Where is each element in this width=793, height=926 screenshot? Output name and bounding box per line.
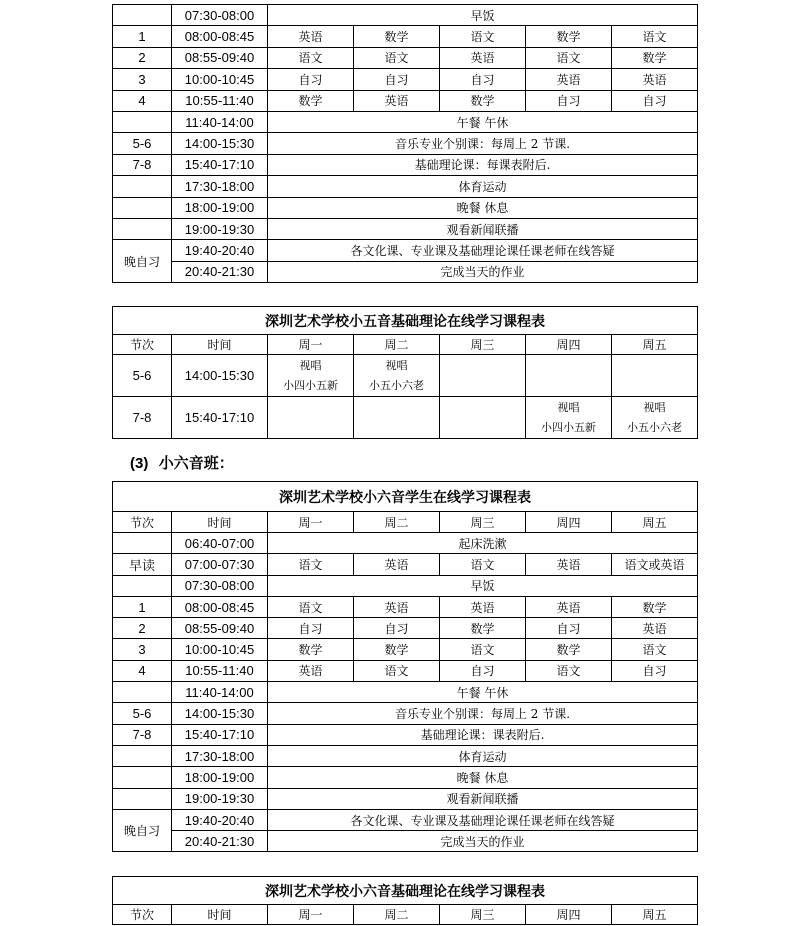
table-row [113, 831, 698, 852]
activity-cell: 体育运动 [268, 176, 698, 197]
table-row [113, 355, 698, 397]
activity-cell: 午餐 午休 [268, 111, 698, 132]
time-cell: 08:55-09:40 [172, 47, 268, 68]
table-row [113, 660, 698, 681]
class-cell-content [440, 356, 525, 396]
time-cell: 17:30-18:00 [172, 745, 268, 766]
subject-cell: 语文 [526, 47, 612, 68]
time-cell: 15:40-17:10 [172, 397, 268, 439]
time-cell: 07:30-08:00 [172, 575, 268, 596]
activity-cell: 晚餐 休息 [268, 197, 698, 218]
course-name [481, 356, 485, 376]
time-cell: 20:40-21:30 [172, 831, 268, 852]
table-row [113, 745, 698, 766]
class-cell [354, 397, 440, 439]
course-name: 视唱 [385, 358, 408, 372]
period-cell: 5-6 [113, 133, 172, 154]
time-cell: 17:30-18:00 [172, 176, 268, 197]
column-header: 时间 [172, 905, 268, 925]
time-cell: 18:00-19:00 [172, 767, 268, 788]
class-group: 小五小六老 [627, 420, 682, 434]
table-row [113, 197, 698, 218]
period-cell [113, 745, 172, 766]
activity-cell: 早饭 [268, 575, 698, 596]
activity-cell: 完成当天的作业 [268, 261, 698, 282]
time-cell: 10:55-11:40 [172, 90, 268, 111]
table-row [113, 261, 698, 282]
course-name [309, 398, 313, 418]
column-header: 节次 [113, 905, 172, 925]
class-cell [268, 355, 354, 397]
section-number: (3) [130, 455, 149, 472]
period-cell [113, 682, 172, 703]
period-cell: 5-6 [113, 703, 172, 724]
table-title: 深圳艺术学校小六音学生在线学习课程表 [113, 482, 698, 512]
section-heading [130, 452, 234, 473]
class-group [567, 376, 571, 396]
class-cell-content [268, 356, 353, 396]
period-cell [113, 197, 172, 218]
period-cell [113, 533, 172, 554]
column-header: 周五 [612, 905, 698, 925]
column-header: 周一 [268, 905, 354, 925]
theory-schedule-xiaowuyin [112, 306, 698, 439]
column-header: 周四 [526, 512, 612, 533]
table-row [113, 111, 698, 132]
table-row [113, 5, 698, 26]
period-cell: 2 [113, 618, 172, 639]
subject-cell: 英语 [354, 554, 440, 575]
time-cell: 07:00-07:30 [172, 554, 268, 575]
table-row [113, 767, 698, 788]
subject-cell: 英语 [268, 26, 354, 47]
subject-cell: 数学 [440, 90, 526, 111]
column-header: 节次 [113, 512, 172, 533]
table-row [113, 47, 698, 68]
subject-cell: 自习 [268, 618, 354, 639]
table-row [113, 90, 698, 111]
period-cell: 1 [113, 26, 172, 47]
table-row [113, 703, 698, 724]
course-name [567, 356, 571, 376]
column-header: 周四 [526, 335, 612, 355]
table-row [113, 240, 698, 261]
activity-cell: 起床洗漱 [268, 533, 698, 554]
subject-cell: 自习 [526, 90, 612, 111]
class-cell-content [440, 398, 525, 438]
subject-cell: 自习 [354, 618, 440, 639]
column-header: 周二 [354, 905, 440, 925]
column-header: 时间 [172, 512, 268, 533]
table-row [113, 682, 698, 703]
column-header: 周三 [440, 905, 526, 925]
time-cell: 19:00-19:30 [172, 218, 268, 239]
column-header: 周三 [440, 335, 526, 355]
class-cell-content [354, 398, 439, 438]
class-cell [612, 397, 698, 439]
period-cell: 3 [113, 69, 172, 90]
subject-cell: 语文 [612, 639, 698, 660]
subject-cell: 语文 [440, 639, 526, 660]
subject-cell: 英语 [526, 554, 612, 575]
subject-cell: 英语 [268, 660, 354, 681]
table-row [113, 133, 698, 154]
table-row [113, 788, 698, 809]
period-cell [113, 788, 172, 809]
table-row [113, 26, 698, 47]
table-row [113, 809, 698, 830]
period-cell: 7-8 [113, 154, 172, 175]
time-cell: 11:40-14:00 [172, 682, 268, 703]
table-row [113, 69, 698, 90]
subject-cell: 语文 [526, 660, 612, 681]
table-row [113, 154, 698, 175]
period-cell: 4 [113, 660, 172, 681]
table-row [113, 724, 698, 745]
activity-cell: 各文化课、专业课及基础理论课任课老师在线答疑 [268, 240, 698, 261]
table-row [113, 554, 698, 575]
time-cell: 20:40-21:30 [172, 261, 268, 282]
column-header: 周二 [354, 335, 440, 355]
activity-cell: 观看新闻联播 [268, 218, 698, 239]
subject-cell: 数学 [354, 26, 440, 47]
subject-cell: 英语 [526, 69, 612, 90]
class-cell [440, 397, 526, 439]
class-cell-content [612, 398, 697, 438]
subject-cell: 自习 [526, 618, 612, 639]
time-cell: 10:55-11:40 [172, 660, 268, 681]
subject-cell: 语文 [268, 554, 354, 575]
class-group: 小五小六老 [369, 378, 424, 392]
column-header: 周一 [268, 512, 354, 533]
course-name [481, 398, 485, 418]
table-row [113, 218, 698, 239]
period-cell: 晚自习 [113, 809, 172, 852]
subject-cell: 语文 [612, 26, 698, 47]
period-cell: 3 [113, 639, 172, 660]
class-group [395, 418, 399, 438]
table-title: 深圳艺术学校小六音基础理论在线学习课程表 [113, 877, 698, 905]
course-name: 视唱 [557, 400, 580, 414]
time-cell: 15:40-17:10 [172, 724, 268, 745]
subject-cell: 英语 [612, 69, 698, 90]
subject-cell: 英语 [526, 596, 612, 617]
class-cell-content [612, 356, 697, 396]
period-cell [113, 218, 172, 239]
column-header: 周五 [612, 512, 698, 533]
class-cell [612, 355, 698, 397]
subject-cell: 英语 [612, 618, 698, 639]
schedule-table-xiaoliuyin [112, 481, 698, 852]
column-header: 周三 [440, 512, 526, 533]
time-cell: 06:40-07:00 [172, 533, 268, 554]
subject-cell: 数学 [526, 26, 612, 47]
period-cell [113, 767, 172, 788]
activity-cell: 完成当天的作业 [268, 831, 698, 852]
subject-cell: 语文 [354, 660, 440, 681]
table-row [113, 397, 698, 439]
subject-cell: 语文 [268, 47, 354, 68]
time-cell: 08:00-08:45 [172, 26, 268, 47]
subject-cell: 语文 [440, 554, 526, 575]
subject-cell: 数学 [612, 596, 698, 617]
activity-cell: 午餐 午休 [268, 682, 698, 703]
time-cell: 08:55-09:40 [172, 618, 268, 639]
column-header: 节次 [113, 335, 172, 355]
period-cell [113, 575, 172, 596]
column-header: 周一 [268, 335, 354, 355]
time-cell: 10:00-10:45 [172, 69, 268, 90]
subject-cell: 自习 [612, 90, 698, 111]
subject-cell: 语文或英语 [612, 554, 698, 575]
activity-cell: 晚餐 休息 [268, 767, 698, 788]
subject-cell: 自习 [612, 660, 698, 681]
time-cell: 11:40-14:00 [172, 111, 268, 132]
class-group [309, 418, 313, 438]
period-cell: 1 [113, 596, 172, 617]
subject-cell: 数学 [268, 639, 354, 660]
column-header: 周五 [612, 335, 698, 355]
time-cell: 10:00-10:45 [172, 639, 268, 660]
section-label: 小六音班： [158, 454, 234, 472]
column-header: 周四 [526, 905, 612, 925]
class-group [481, 418, 485, 438]
period-cell: 早读 [113, 554, 172, 575]
course-name: 视唱 [643, 400, 666, 414]
column-header: 周二 [354, 512, 440, 533]
subject-cell: 自习 [440, 660, 526, 681]
period-cell: 4 [113, 90, 172, 111]
subject-cell: 英语 [354, 90, 440, 111]
course-name [653, 356, 657, 376]
table-title: 深圳艺术学校小五音基础理论在线学习课程表 [113, 307, 698, 335]
subject-cell: 语文 [440, 26, 526, 47]
subject-cell: 语文 [268, 596, 354, 617]
subject-cell: 数学 [526, 639, 612, 660]
period-cell: 2 [113, 47, 172, 68]
class-cell-content [526, 356, 611, 396]
time-cell: 18:00-19:00 [172, 197, 268, 218]
class-cell [268, 397, 354, 439]
course-name [395, 398, 399, 418]
period-cell: 7-8 [113, 397, 172, 439]
activity-cell: 观看新闻联播 [268, 788, 698, 809]
table-row [113, 618, 698, 639]
time-cell: 19:00-19:30 [172, 788, 268, 809]
time-cell: 07:30-08:00 [172, 5, 268, 26]
class-cell-content [354, 356, 439, 396]
class-cell [526, 355, 612, 397]
time-cell: 19:40-20:40 [172, 809, 268, 830]
table-row [113, 176, 698, 197]
activity-cell: 音乐专业个别课：每周上 2 节课. [268, 133, 698, 154]
column-header: 时间 [172, 335, 268, 355]
subject-cell: 数学 [612, 47, 698, 68]
course-name: 视唱 [299, 358, 322, 372]
time-cell: 08:00-08:45 [172, 596, 268, 617]
schedule-table-continued [112, 4, 698, 283]
subject-cell: 自习 [354, 69, 440, 90]
activity-cell: 基础理论课：课表附后. [268, 724, 698, 745]
time-cell: 14:00-15:30 [172, 703, 268, 724]
subject-cell: 数学 [354, 639, 440, 660]
class-group: 小四小五新 [283, 378, 338, 392]
class-cell-content [268, 398, 353, 438]
time-cell: 19:40-20:40 [172, 240, 268, 261]
time-cell: 14:00-15:30 [172, 355, 268, 397]
class-cell-content [526, 398, 611, 438]
activity-cell: 早饭 [268, 5, 698, 26]
activity-cell: 各文化课、专业课及基础理论课任课老师在线答疑 [268, 809, 698, 830]
activity-cell: 体育运动 [268, 745, 698, 766]
subject-cell: 自习 [440, 69, 526, 90]
period-cell [113, 111, 172, 132]
subject-cell: 数学 [440, 618, 526, 639]
period-cell [113, 5, 172, 26]
class-cell [526, 397, 612, 439]
table-row [113, 639, 698, 660]
period-cell: 5-6 [113, 355, 172, 397]
subject-cell: 自习 [268, 69, 354, 90]
table-row [113, 596, 698, 617]
class-group: 小四小五新 [541, 420, 596, 434]
class-cell [354, 355, 440, 397]
activity-cell: 基础理论课：每课表附后. [268, 154, 698, 175]
subject-cell: 语文 [354, 47, 440, 68]
table-row [113, 575, 698, 596]
subject-cell: 数学 [268, 90, 354, 111]
table-row [113, 533, 698, 554]
time-cell: 15:40-17:10 [172, 154, 268, 175]
activity-cell: 音乐专业个别课：每周上 2 节课. [268, 703, 698, 724]
theory-schedule-xiaoliuyin [112, 876, 698, 925]
class-cell [440, 355, 526, 397]
time-cell: 14:00-15:30 [172, 133, 268, 154]
period-cell: 7-8 [113, 724, 172, 745]
subject-cell: 英语 [440, 47, 526, 68]
period-cell: 晚自习 [113, 240, 172, 283]
class-group [481, 376, 485, 396]
class-group [653, 376, 657, 396]
period-cell [113, 176, 172, 197]
subject-cell: 英语 [354, 596, 440, 617]
subject-cell: 英语 [440, 596, 526, 617]
